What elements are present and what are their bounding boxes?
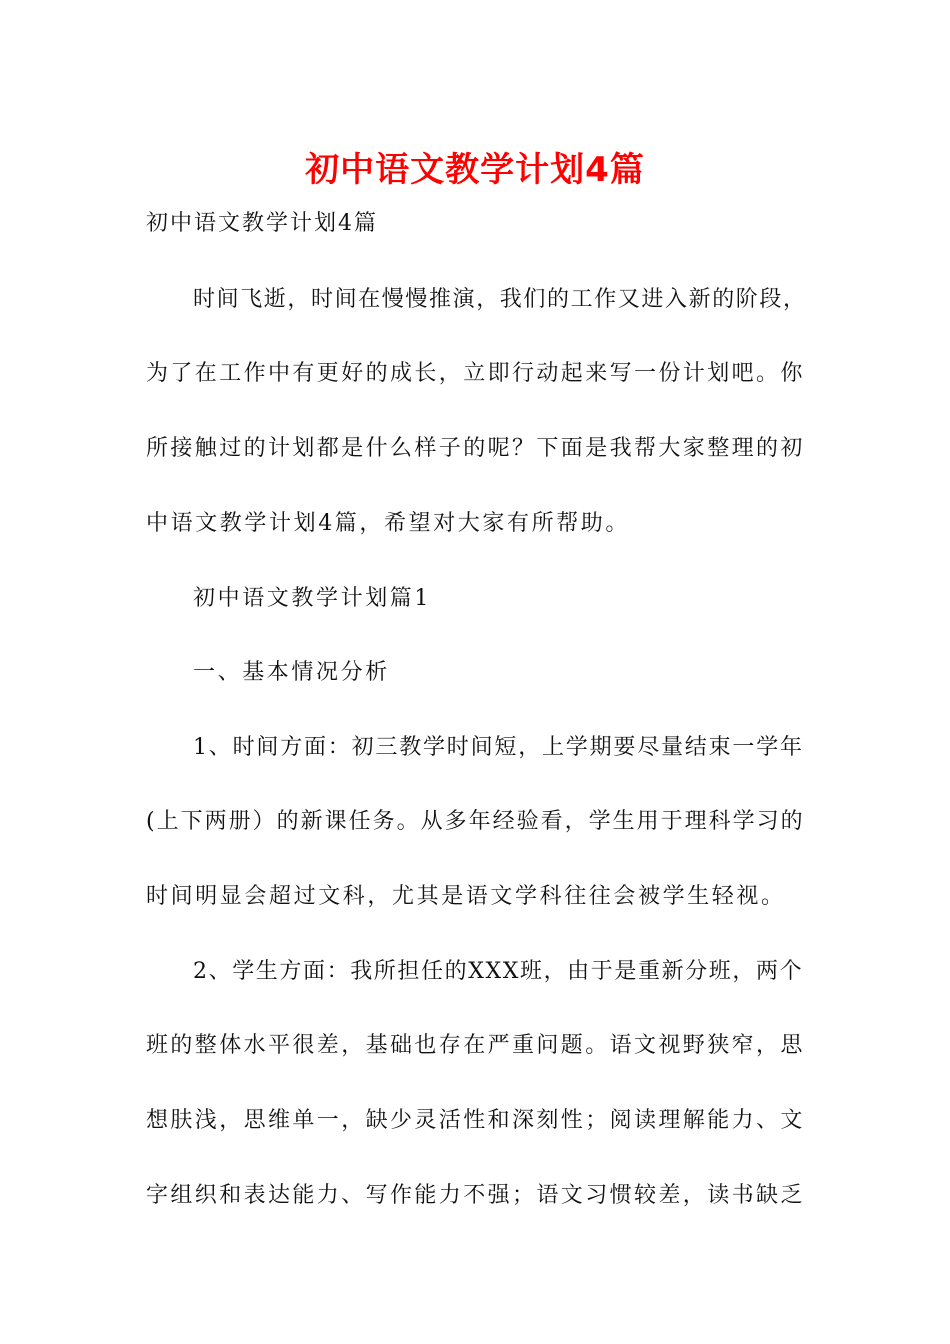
paragraph-line: 中语文教学计划4篇，希望对大家有所帮助。 — [146, 511, 630, 536]
section-heading: 初中语文教学计划篇1 — [193, 586, 431, 611]
paragraph-line: 时间明显会超过文科，尤其是语文学科往往会被学生轻视。 — [146, 884, 786, 909]
document-subtitle: 初中语文教学计划4篇 — [146, 211, 378, 236]
paragraph-line: 为了在工作中有更好的成长，立即行动起来写一份计划吧。你 — [146, 361, 805, 386]
paragraph-line: 想肤浅，思维单一，缺少灵活性和深刻性；阅读理解能力、文 — [146, 1108, 805, 1133]
paragraph-line: 字组织和表达能力、写作能力不强；语文习惯较差，读书缺乏 — [146, 1183, 805, 1208]
paragraph-line: 2、学生方面：我所担任的XXX班，由于是重新分班，两个 — [193, 959, 804, 984]
paragraph-line: 时间飞逝，时间在慢慢推演，我们的工作又进入新的阶段， — [193, 287, 807, 312]
paragraph-line: (上下两册）的新课任务。从多年经验看，学生用于理科学习的 — [146, 809, 805, 834]
paragraph-line: 所接触过的计划都是什么样子的呢？下面是我帮大家整理的初 — [146, 436, 805, 461]
section-heading: 一、基本情况分析 — [193, 660, 390, 685]
document-title: 初中语文教学计划4篇 — [305, 150, 645, 190]
paragraph-line: 班的整体水平很差，基础也存在严重问题。语文视野狭窄，思 — [146, 1033, 805, 1058]
paragraph-line: 1、时间方面：初三教学时间短，上学期要尽量结束一学年 — [193, 735, 804, 760]
